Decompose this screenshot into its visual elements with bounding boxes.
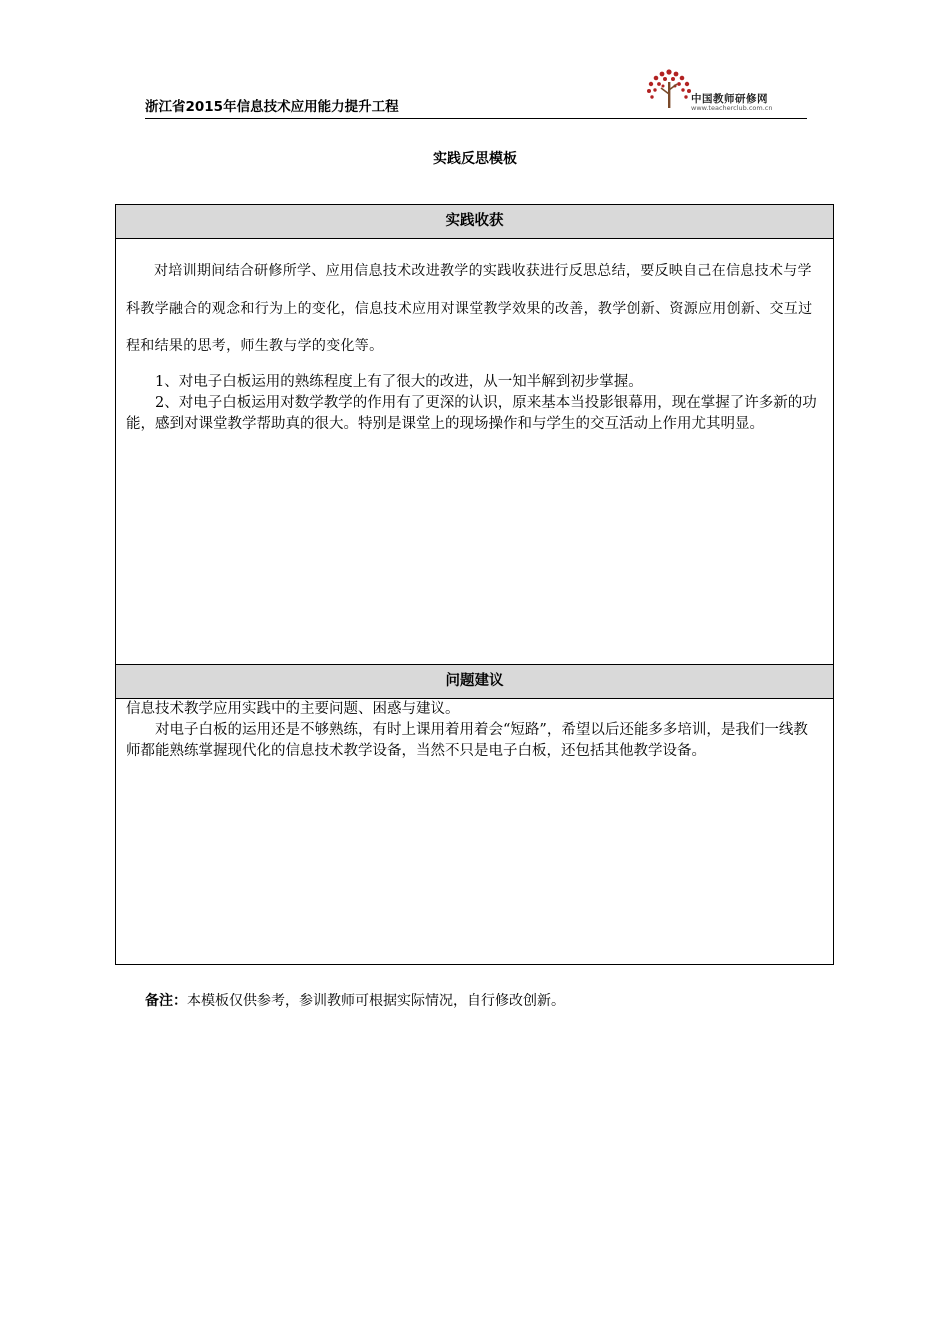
harvest-item-1: 1、对电子白板运用的熟练程度上有了很大的改进，从一知半解到初步掌握。 [155,373,643,390]
harvest-item-2: 2、对电子白板运用对数学教学的作用有了更深的认识，原来基本当投影银幕用，现在掌握了许多新的功能，感到对课堂教学帮助真的很大。特别是课堂上的现场操作和与学生的交互活动上作用尤其明显。 [126,394,817,432]
footnote [145,990,565,1010]
logo-name: 中国教师研修网 [691,93,768,105]
harvest-instructions: 对培训期间结合研修所学、应用信息技术改进教学的实践收获进行反思总结，要反映自己在信息技术与学科教学融合的观念和行为上的变化，信息技术应用对课堂教学效果的改善，教学创新、资源应用创新、交互过程和结果的思考，师生教与学的变化等。 [126,263,813,354]
logo-tree-icon [645,68,693,112]
suggestions-content-cell [116,699,833,964]
note-text: 本模板仅供参考，参训教师可根据实际情况，自行修改创新。 [187,993,565,1009]
logo-url: www.teacherclub.com.cn [691,104,773,112]
section-heading-suggestions: 问题建议 [116,664,833,699]
suggestions-instructions: 信息技术教学应用实践中的主要问题、困惑与建议。 [126,701,460,717]
note-label: 备注： [145,993,187,1009]
section-heading-harvest: 实践收获 [116,205,833,239]
suggestions-text: 对电子白板的运用还是不够熟练，有时上课用着用着会“短路”，希望以后还能多多培训，是我们一线教师都能熟练掌握现代化的信息技术教学设备，当然不只是电子白板，还包括其他教学设备。 [126,722,808,759]
reflection-table [115,204,834,965]
logo [645,68,785,114]
header-title: 浙江省2015年信息技术应用能力提升工程 [145,99,399,115]
harvest-content-cell [116,239,833,664]
page-header [145,66,807,119]
document-title: 实践反思模板 [433,151,517,167]
